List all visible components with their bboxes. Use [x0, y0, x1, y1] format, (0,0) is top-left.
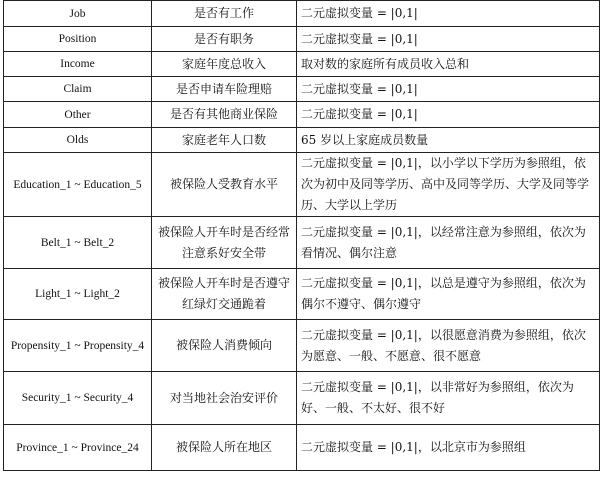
table-row	[4, 52, 600, 77]
table-row	[4, 320, 600, 372]
variable-definition: 65 岁以上家庭成员数量	[297, 128, 600, 153]
variable-description: 是否有职务	[152, 27, 297, 52]
variable-description: 是否申请车险理赔	[152, 77, 297, 102]
variable-name: Propensity_1 ~ Propensity_4	[4, 320, 152, 372]
variable-description: 被保险人消费倾向	[152, 320, 297, 372]
variable-name: Education_1 ~ Education_5	[4, 153, 152, 217]
variable-name: Job	[4, 1, 152, 27]
variable-definition: 二元虚拟变量 = |0,1|，以总是遵守为参照组，依次为偶尔不遵守、偶尔遵守	[297, 269, 600, 320]
variable-definition: 二元虚拟变量 = |0,1|	[297, 1, 600, 27]
table-row	[4, 1, 600, 27]
table-row	[4, 128, 600, 153]
table-row	[4, 269, 600, 320]
table-row	[4, 27, 600, 52]
variable-description: 被保险人开车时是否经常注意系好安全带	[152, 217, 297, 269]
variable-name: Province_1 ~ Province_24	[4, 425, 152, 471]
variable-name: Other	[4, 102, 152, 128]
variable-description: 是否有工作	[152, 1, 297, 27]
variable-definition-table	[3, 0, 600, 471]
variable-definition: 二元虚拟变量 = |0,1|	[297, 27, 600, 52]
variable-description: 家庭年度总收入	[152, 52, 297, 77]
table-row	[4, 372, 600, 425]
variable-name: Olds	[4, 128, 152, 153]
variable-definition: 二元虚拟变量 = |0,1|	[297, 77, 600, 102]
variable-name: Security_1 ~ Security_4	[4, 372, 152, 425]
table-row	[4, 217, 600, 269]
variable-description: 是否有其他商业保险	[152, 102, 297, 128]
variable-definition: 二元虚拟变量 = |0,1|，以非常好为参照组，依次为好、一般、不太好、很不好	[297, 372, 600, 425]
table-row	[4, 425, 600, 471]
variable-definition: 二元虚拟变量 = |0,1|，以经常注意为参照组，依次为看情况、偶尔注意	[297, 217, 600, 269]
variable-name: Position	[4, 27, 152, 52]
table-row	[4, 77, 600, 102]
variable-definition: 二元虚拟变量 = |0,1|，以很愿意消费为参照组，依次为愿意、一般、不愿意、很不愿意	[297, 320, 600, 372]
variable-description: 对当地社会治安评价	[152, 372, 297, 425]
variable-definition: 二元虚拟变量 = |0,1|，以北京市为参照组	[297, 425, 600, 471]
variable-name: Belt_1 ~ Belt_2	[4, 217, 152, 269]
variable-definition: 取对数的家庭所有成员收入总和	[297, 52, 600, 77]
variable-description: 家庭老年人口数	[152, 128, 297, 153]
variable-definition: 二元虚拟变量 = |0,1|	[297, 102, 600, 128]
variable-description: 被保险人受教育水平	[152, 153, 297, 217]
variable-description: 被保险人所在地区	[152, 425, 297, 471]
table-row	[4, 102, 600, 128]
variable-name: Claim	[4, 77, 152, 102]
variable-name: Light_1 ~ Light_2	[4, 269, 152, 320]
variable-definition: 二元虚拟变量 = |0,1|，以小学以下学历为参照组，依次为初中及同等学历、高中及同等学历、大学及同等学历、大学以上学历	[297, 153, 600, 217]
variable-name: Income	[4, 52, 152, 77]
variable-description: 被保险人开车时是否遵守红绿灯交通跪着	[152, 269, 297, 320]
table-row	[4, 153, 600, 217]
